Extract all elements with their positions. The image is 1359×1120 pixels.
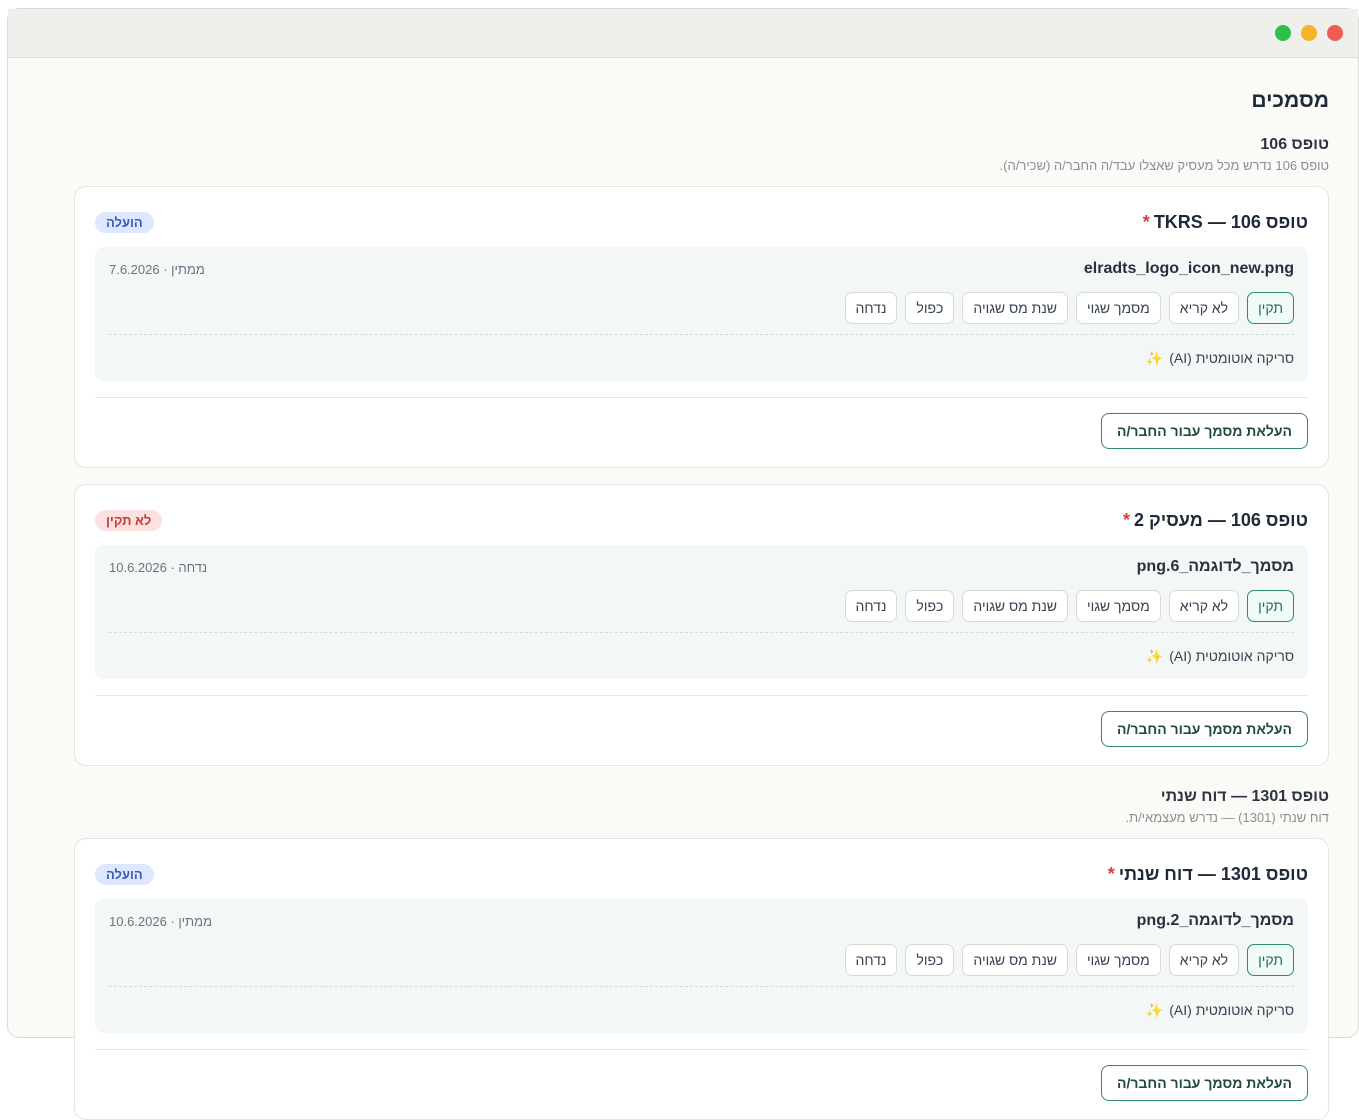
ai-scan-button[interactable] <box>109 632 1294 665</box>
file-box <box>95 247 1308 381</box>
option-rejected-button[interactable]: נדחה <box>845 944 898 976</box>
section-subtitle: טופס 106 נדרש מכל מעסיק שאצלו עבד/ה החבר/ה (שכיר/ה). <box>999 158 1329 173</box>
section-title: טופס 1301 — דוח שנתי <box>1160 788 1329 805</box>
upload-document-button[interactable]: העלאת מסמך עבור החבר/ה <box>1101 413 1308 449</box>
close-button[interactable] <box>1327 25 1343 41</box>
ai-scan-label: סריקה אוטומטית (AI) <box>1169 1002 1294 1018</box>
option-valid-button[interactable]: תקין <box>1247 944 1294 976</box>
option-wrong-document-button[interactable]: מסמך שגוי <box>1076 590 1161 622</box>
upload-document-button[interactable]: העלאת מסמך עבור החבר/ה <box>1101 1065 1308 1101</box>
ai-scan-label: סריקה אוטומטית (AI) <box>1169 648 1294 664</box>
option-unreadable-button[interactable]: לא קריא <box>1169 292 1239 324</box>
option-duplicate-button[interactable]: כפול <box>905 590 954 622</box>
sparkle-icon: ✨ <box>1145 647 1164 664</box>
divider <box>95 695 1308 696</box>
option-duplicate-button[interactable]: כפול <box>905 944 954 976</box>
minimize-button[interactable] <box>1301 25 1317 41</box>
divider <box>95 397 1308 398</box>
option-unreadable-button[interactable]: לא קריא <box>1169 944 1239 976</box>
file-name[interactable]: מסמך_לדוגמה_2.png <box>1136 912 1294 929</box>
document-card <box>74 838 1329 1120</box>
option-valid-button[interactable]: תקין <box>1247 292 1294 324</box>
section-title: טופס 106 <box>1260 136 1329 153</box>
divider <box>95 1049 1308 1050</box>
option-valid-button[interactable]: תקין <box>1247 590 1294 622</box>
card-title: טופס 1301 — דוח שנתי* <box>1107 863 1308 884</box>
review-options <box>109 944 1294 976</box>
required-marker: * <box>1107 863 1115 884</box>
main-content <box>8 88 1358 1120</box>
ai-scan-button[interactable] <box>109 986 1294 1019</box>
status-badge: הועלה <box>95 864 154 885</box>
card-title: טופס 106 — מעסיק 2* <box>1123 509 1308 530</box>
file-name[interactable]: מסמך_לדוגמה_6.png <box>1136 558 1294 575</box>
required-marker: * <box>1123 509 1131 530</box>
option-unreadable-button[interactable]: לא קריא <box>1169 590 1239 622</box>
option-wrong-tax-year-button[interactable]: שנת מס שגויה <box>962 590 1068 622</box>
option-wrong-document-button[interactable]: מסמך שגוי <box>1076 944 1161 976</box>
section-subtitle: דוח שנתי (1301) — נדרש מעצמאי/ת. <box>1125 810 1329 825</box>
review-options <box>109 292 1294 324</box>
ai-scan-button[interactable] <box>109 334 1294 367</box>
status-badge: לא תקין <box>95 510 162 531</box>
upload-document-button[interactable]: העלאת מסמך עבור החבר/ה <box>1101 711 1308 747</box>
option-duplicate-button[interactable]: כפול <box>905 292 954 324</box>
status-badge: הועלה <box>95 212 154 233</box>
file-box <box>95 545 1308 679</box>
option-wrong-document-button[interactable]: מסמך שגוי <box>1076 292 1161 324</box>
title-bar <box>8 9 1358 58</box>
file-box <box>95 899 1308 1033</box>
option-rejected-button[interactable]: נדחה <box>845 590 898 622</box>
page-title: מסמכים <box>1251 89 1329 112</box>
option-wrong-tax-year-button[interactable]: שנת מס שגויה <box>962 292 1068 324</box>
option-wrong-tax-year-button[interactable]: שנת מס שגויה <box>962 944 1068 976</box>
card-title: טופס 106 — TKRS* <box>1142 211 1308 232</box>
file-meta: ממתין · 10.6.2026 <box>109 913 212 929</box>
file-name[interactable]: elradts_logo_icon_new.png <box>1083 260 1294 277</box>
review-options <box>109 590 1294 622</box>
document-card <box>74 186 1329 468</box>
ai-scan-label: סריקה אוטומטית (AI) <box>1169 350 1294 366</box>
app-window <box>7 8 1359 1091</box>
required-marker: * <box>1142 211 1150 232</box>
sparkle-icon: ✨ <box>1145 1001 1164 1018</box>
maximize-button[interactable] <box>1275 25 1291 41</box>
option-rejected-button[interactable]: נדחה <box>845 292 898 324</box>
file-meta: ממתין · 7.6.2026 <box>109 261 205 277</box>
document-card <box>74 484 1329 766</box>
file-meta: נדחה · 10.6.2026 <box>109 559 208 575</box>
sparkle-icon: ✨ <box>1145 349 1164 366</box>
